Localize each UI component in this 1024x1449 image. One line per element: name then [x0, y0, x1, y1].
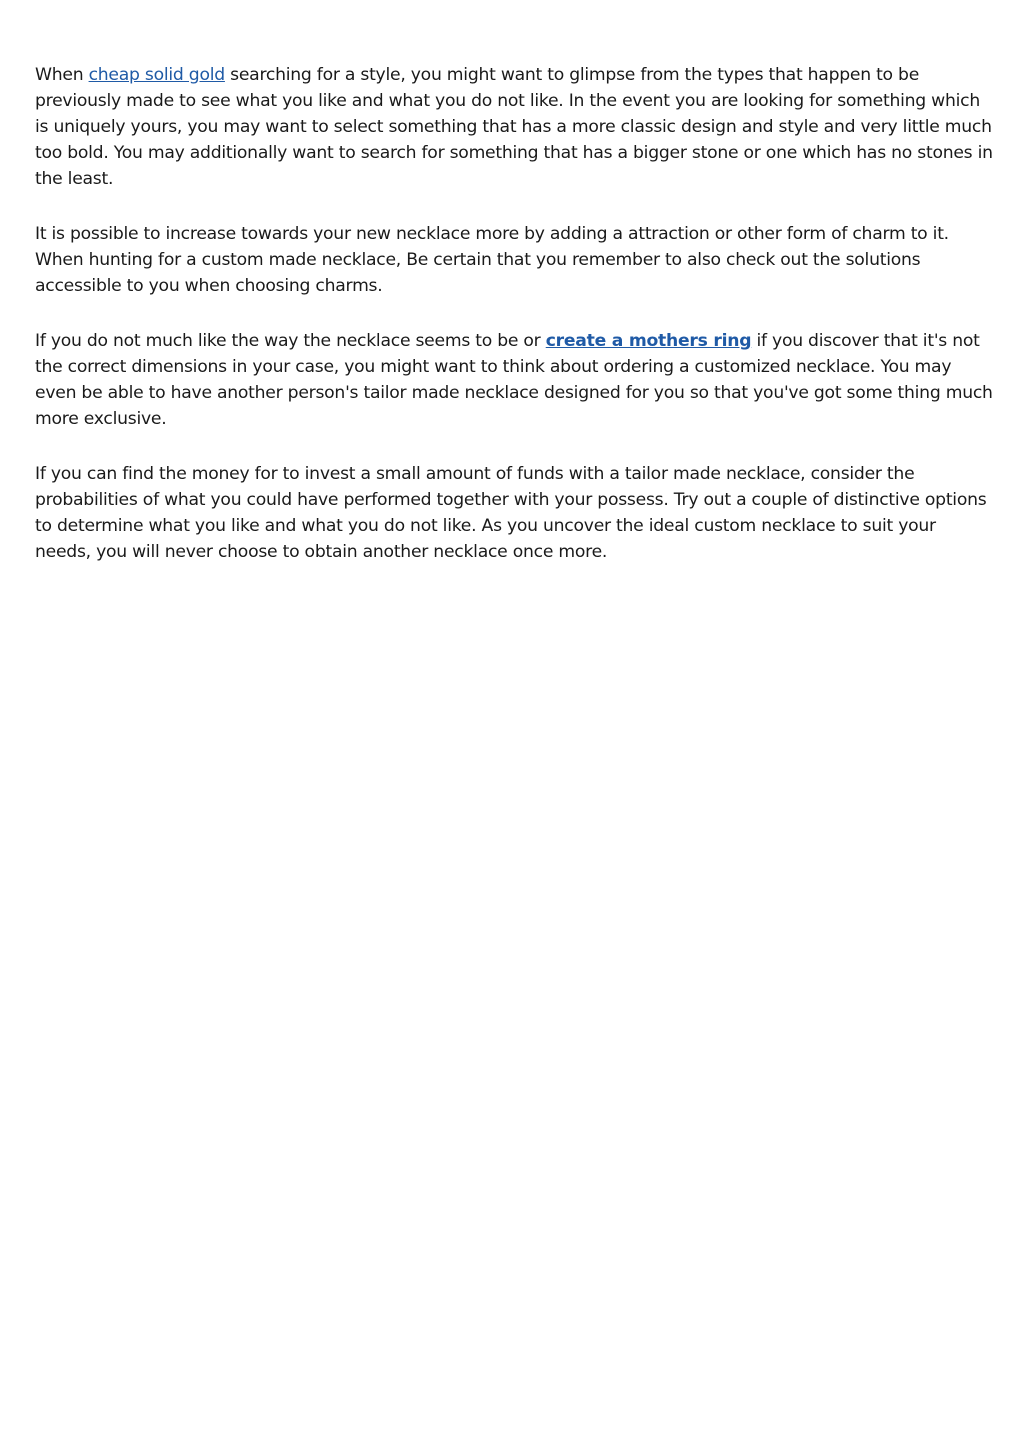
cheap-solid-gold-link[interactable]: cheap solid gold: [88, 65, 225, 85]
paragraph-2: It is possible to increase towards your new necklace more by adding a attraction or other form of charm to it. When hunting for a custom made necklace, Be certain that you remember to also check out the solutions accessible to you when choosing charms.: [35, 224, 949, 296]
paragraph-1-text-after: searching for a style, you might want to glimpse from the types that happen to be previously made to see what you like and what you do not like. In the event you are looking for something which is uniquely yours, you may want to select something that has a more classic design and style and very little much too bold. You may additionally want to search for something that has a bigger stone or one which has no stones in the least.: [35, 65, 993, 189]
paragraph-4: If you can find the money for to invest a small amount of funds with a tailor made necklace, consider the probabilities of what you could have performed together with your possess. Try out a couple of distinctive options to determine what you like and what you do not like. As you uncover the ideal custom necklace to suit your needs, you will never choose to obtain another necklace once more.: [35, 464, 987, 562]
paragraph-3: [35, 328, 995, 432]
paragraph-1-text-before: When: [35, 65, 89, 85]
document-page: [35, 62, 995, 594]
paragraph-1: [35, 62, 995, 192]
paragraph-3-text-after: if you discover that it's not the correct dimensions in your case, you might want to think about ordering a customized necklace. You may even be able to have another person's tailor made necklace designed for you so that you've got some thing much more exclusive.: [35, 331, 993, 429]
create-a-mothers-ring-link[interactable]: create a mothers ring: [545, 331, 752, 351]
paragraph-3-text-before: If you do not much like the way the necklace seems to be or: [35, 331, 546, 351]
